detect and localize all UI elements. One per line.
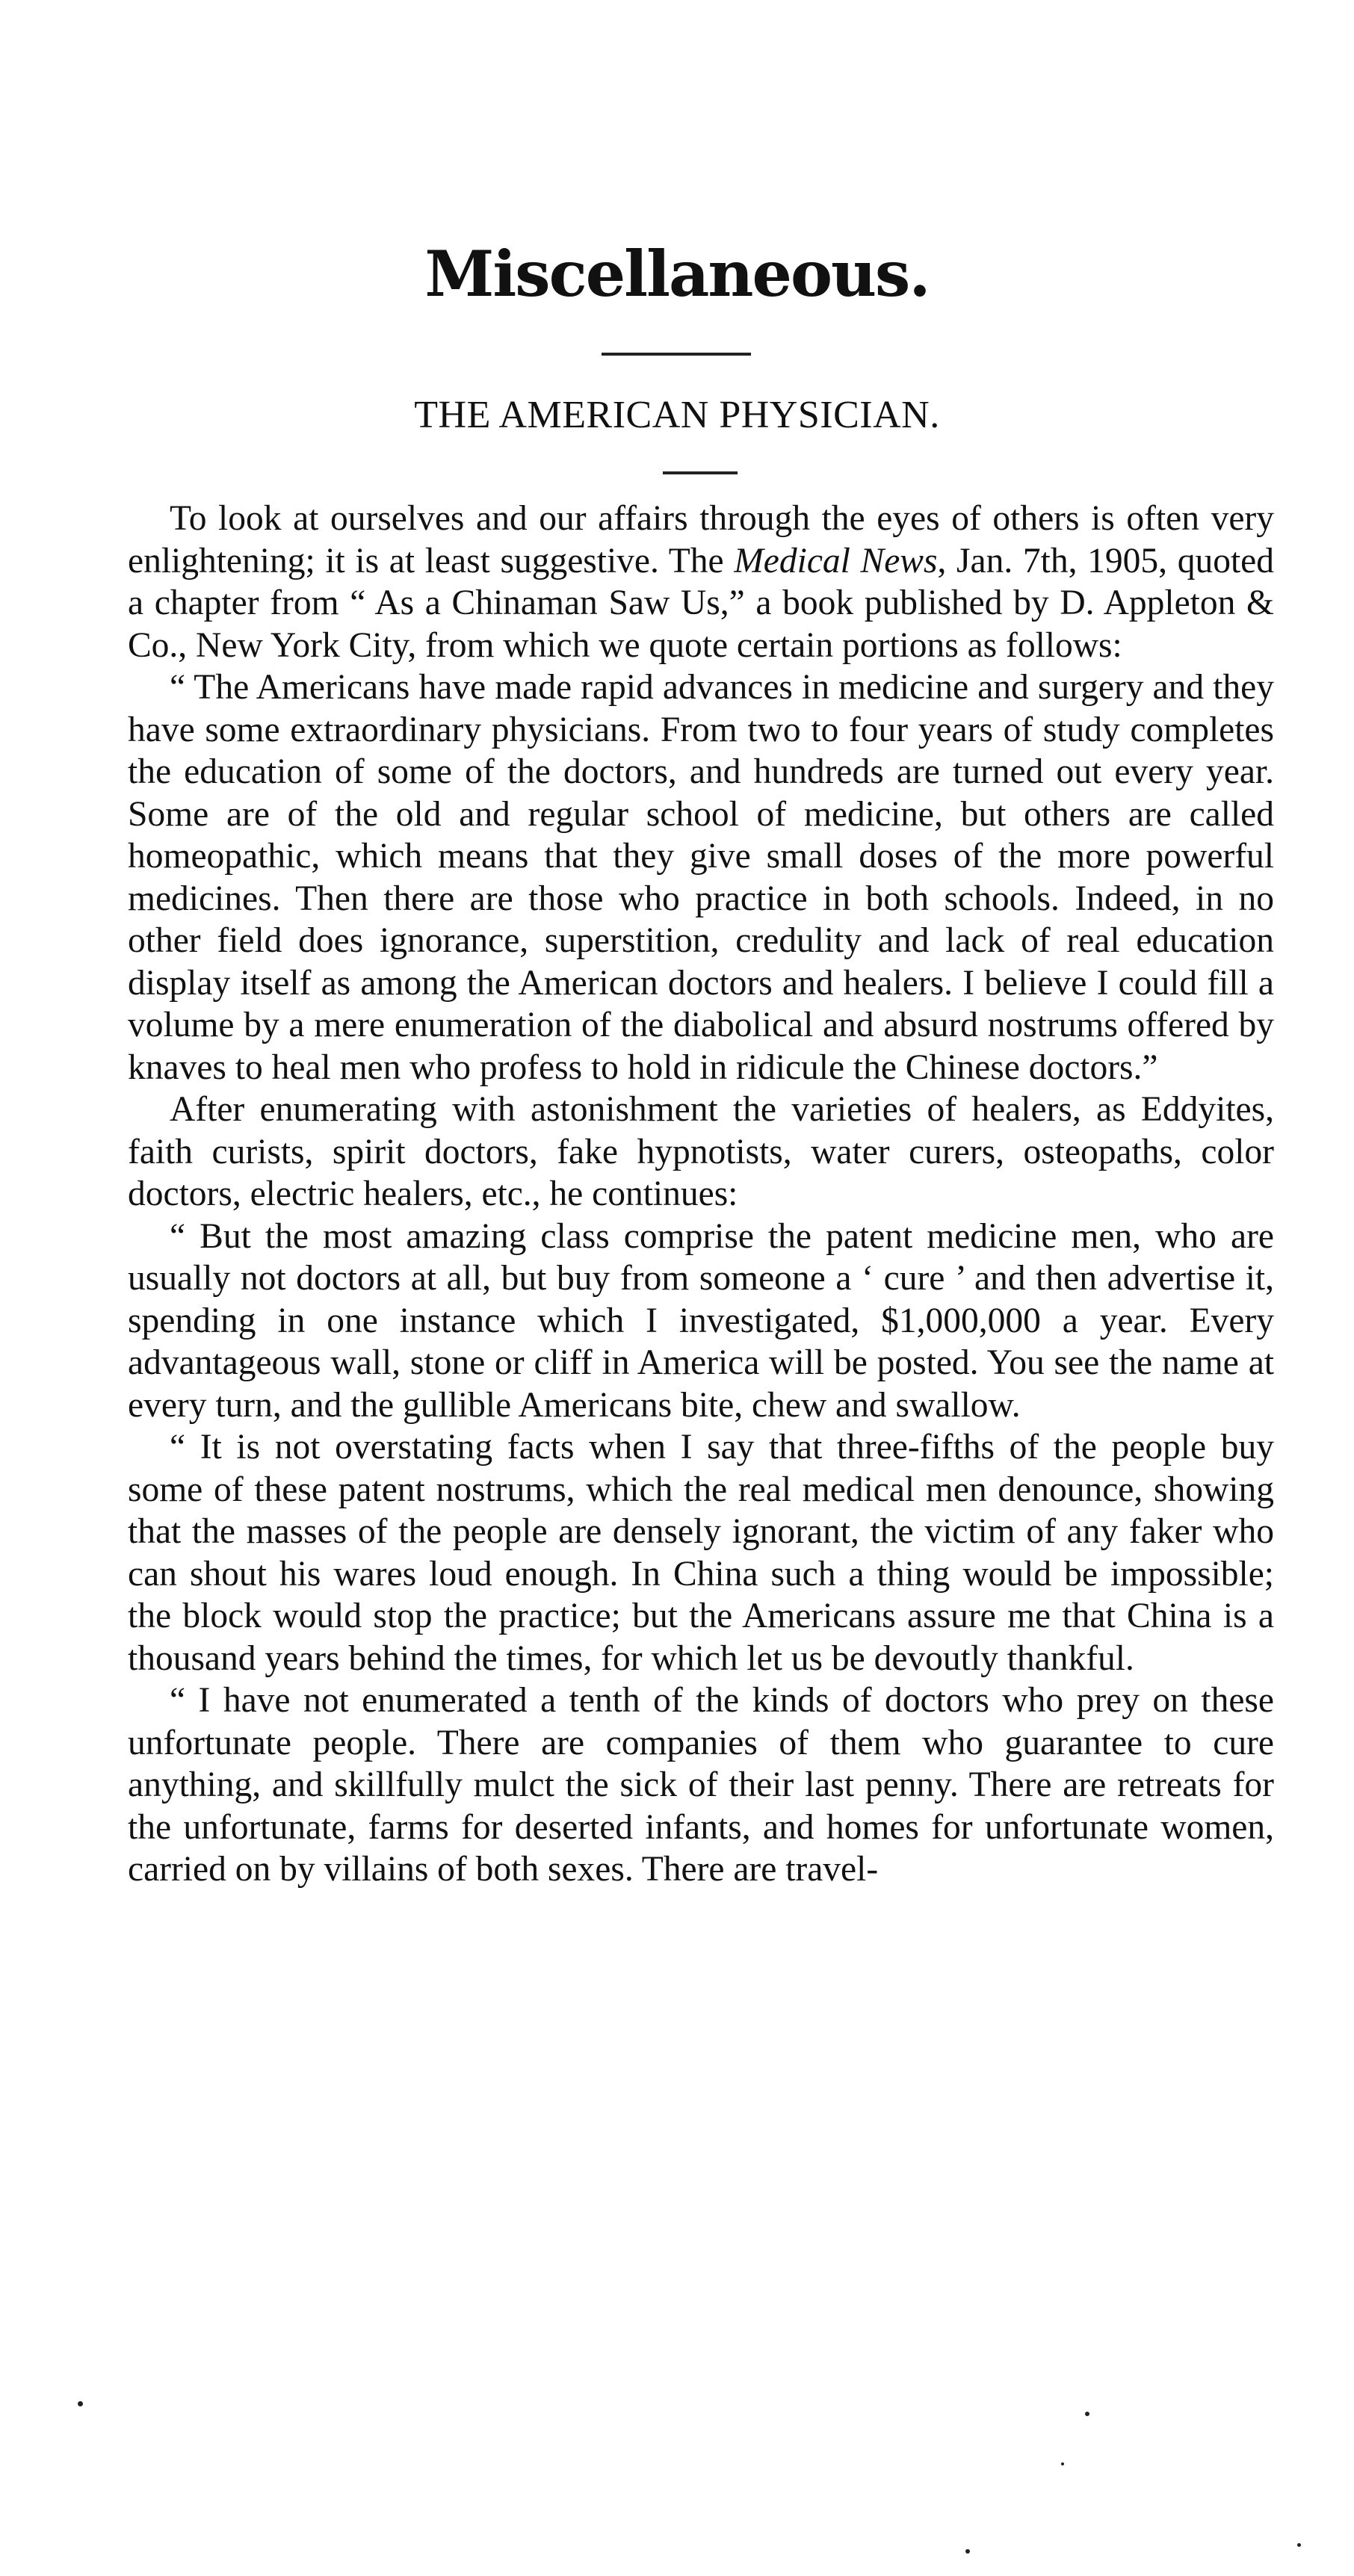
section-title: Miscellaneous. [424,237,930,311]
paragraph-3: After enumerating with astonishment the varieties of healers, as Eddyites, faith curists, spirit doctors, fake hypnotists, water curers, osteopaths, color doctors, electric healers, etc., he continues: [128,1090,1274,1213]
article-title: THE AMERICAN PHYSICIAN. [414,394,940,436]
paragraph-1-tail: , Jan. 7th, 1905, quoted a chapter from “ As a Chinaman Saw Us,” a book published by D. Appleton & Co., New York City, from which we quote certain portions as follows: [128,541,1275,665]
article-divider [663,471,738,474]
article-body [128,498,1274,1891]
title-divider [602,353,751,356]
paragraph-5: “ It is not overstating facts when I say that three-fifths of the people buy some of these patent nostrums, which the real medical men denounce, showing that the masses of the people are densely ignorant, the victim of any faker who can shout his wares loud enough. In China such a thing would be impossible; the block would stop the practice; but the Americans assure me that China is a thousand years behind the times, for which let us be devoutly thankful. [128,1428,1274,1678]
paragraph-6: “ I have not enumerated a tenth of the kinds of doctors who prey on these unfortunate people. There are companies of them who guarantee to cure anything, and skillfully mulct the sick of their last penny. There are retreats for the unfortunate, farms for deserted infants, and homes for unfortunate women, carried on by villains of both sexes. There are travel- [128,1681,1274,1889]
paragraph-4: “ But the most amazing class comprise the patent medicine men, who are usually not doctors at all, but buy from someone a ‘ cure ’ and then advertise it, spending in one instance which I investigated, $1,000,000 a year. Every advantageous wall, stone or cliff in America will be posted. You see the name at every turn, and the gullible Americans bite, chew and swallow. [128,1216,1274,1425]
print-speck [1061,2462,1064,2465]
paragraph-2: “ The Americans have made rapid advances in medicine and surgery and they have some extraordinary physicians. From two to four years of study completes the education of some of the doctors, and hundreds are turned out every year. Some are of the old and regular school of medicine, but others are called homeopathic, which means that they give small doses of the more powerful medicines. Then there are those who practice in both schools. Indeed, in no other field does ignorance, superstition, credulity and lack of real education display itself as among the American doctors and healers. I believe I could fill a volume by a mere enumeration of the diabolical and absurd nostrums offered by knaves to heal men who profess to hold in ridicule the Chinese doctors.” [128,668,1274,1087]
print-speck [78,2401,83,2406]
print-speck [1297,2543,1301,2547]
paragraph-1 [128,498,1274,666]
paragraph-1-lead: To look at ourselves and our affairs through the eyes of others is often very enlightening; it is at least suggestive. The [128,499,1274,580]
print-speck [965,2549,970,2554]
print-speck [1085,2412,1089,2416]
publication-name: Medical News [734,541,938,580]
